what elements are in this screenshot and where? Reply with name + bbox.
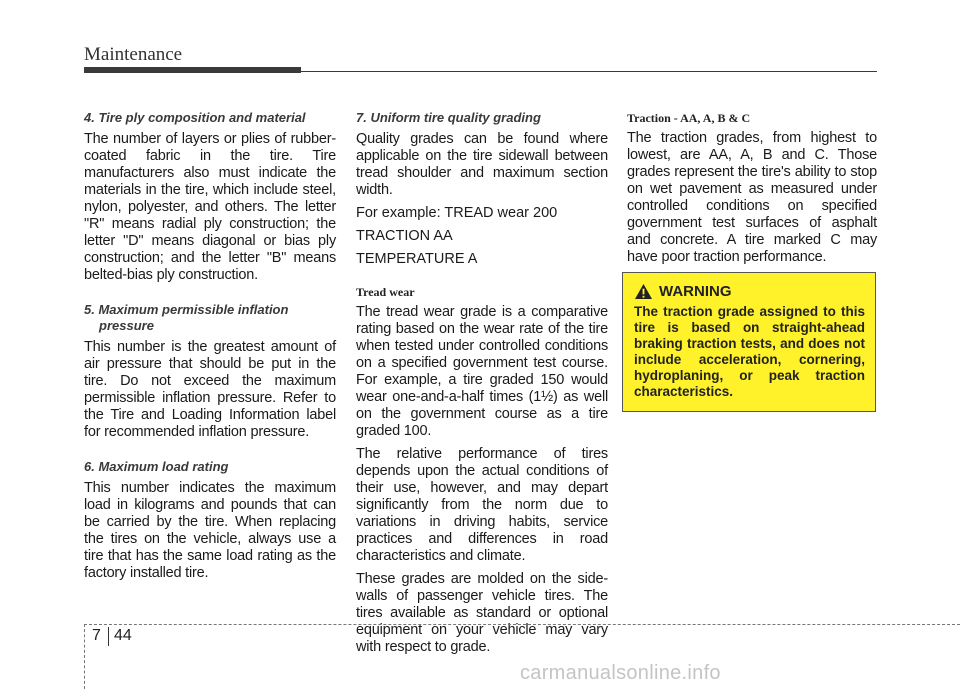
page-header-title: Maintenance bbox=[84, 44, 183, 65]
paragraph-ply-composition: The number of layers or plies of rubber-coated fabric in the tire. Tire manufacturers also must indicate the materials in the tire, which include steel, nylon, polyester, and others. The letter "R" means radial ply construction; the letter "D" means diagonal or bias ply construction; and the letter "B" means belted-bias ply construction. bbox=[84, 131, 336, 283]
chapter-number: 7 bbox=[92, 627, 101, 644]
heading-max-inflation bbox=[84, 302, 336, 334]
warning-box bbox=[622, 272, 876, 412]
heading-tread-wear: Tread wear bbox=[356, 285, 415, 299]
heading-max-inflation-line1: 5. Maximum permissible inflation bbox=[84, 302, 289, 317]
footer-dashed-vertical bbox=[84, 624, 85, 689]
paragraph-max-load: This number indicates the maximum load in kilograms and pounds that can be carried by the tire. When replacing the tires on the vehicle, always use a tire that has the same load rating as the factory installed tire. bbox=[84, 480, 336, 581]
paragraph-traction: The traction grades, from highest to lowest, are AA, A, B and C. Those grades represent the tire's ability to stop on wet pavement as measured under controlled conditions on specified government test surfaces of asphalt and concrete. A tire marked C may have poor traction performance. bbox=[627, 130, 877, 265]
warning-triangle-icon bbox=[634, 283, 653, 300]
column-3 bbox=[627, 110, 877, 272]
example-traction: TRACTION AA bbox=[356, 228, 453, 244]
paragraph-max-inflation: This number is the greatest amount of air pressure that should be put in the tire. Do not exceed the maximum permissible inflation pressure. Refer to the Tire and Loading Information label for recommended inflation pressure. bbox=[84, 339, 336, 440]
watermark-text: carmanualsonline.info bbox=[520, 662, 721, 684]
warning-text: The traction grade assigned to this tire is based on straight-ahead braking traction tests, and does not include acceleration, cornering, hydroplaning, or peak traction characteristics. bbox=[634, 304, 865, 399]
footer-divider bbox=[108, 627, 109, 646]
heading-max-inflation-line2: pressure bbox=[99, 318, 154, 333]
paragraph-uniform-grading: Quality grades can be found where applicable on the tire sidewall between tread shoulder and maximum section width. bbox=[356, 131, 608, 198]
example-tread: For example: TREAD wear 200 bbox=[356, 205, 558, 221]
heading-uniform-grading: 7. Uniform tire quality grading bbox=[356, 110, 541, 125]
column-1 bbox=[84, 110, 336, 588]
paragraph-tread-wear-2: The relative performance of tires depends upon the actual conditions of their use, however, and may depart significantly from the norm due to variations in driving habits, service practices and differences in road characteristics and climate. bbox=[356, 446, 608, 564]
heading-ply-composition: 4. Tire ply composition and material bbox=[84, 110, 306, 125]
paragraph-tread-wear-3: These grades are molded on the side-walls of passenger vehicle tires. The tires available as standard or optional equipment on your vehicle may vary with respect to grade. bbox=[356, 571, 608, 655]
example-temperature: TEMPERATURE A bbox=[356, 251, 478, 267]
column-2 bbox=[356, 110, 608, 662]
header-rule-thick bbox=[84, 67, 301, 73]
paragraph-tread-wear-1: The tread wear grade is a comparative rating based on the wear rate of the tire when tested under controlled conditions on a specified government test course. For example, a tire graded 150 would wear one-and-a-half times (1½) as well on the government course as a tire graded 100. bbox=[356, 304, 608, 439]
warning-title: WARNING bbox=[659, 283, 732, 300]
page-number: 44 bbox=[114, 627, 132, 644]
warning-header bbox=[634, 283, 865, 300]
heading-traction: Traction - AA, A, B & C bbox=[627, 111, 751, 125]
footer-dashed-rule bbox=[84, 624, 960, 625]
header-rule-thin bbox=[301, 71, 877, 72]
heading-max-load: 6. Maximum load rating bbox=[84, 459, 229, 474]
